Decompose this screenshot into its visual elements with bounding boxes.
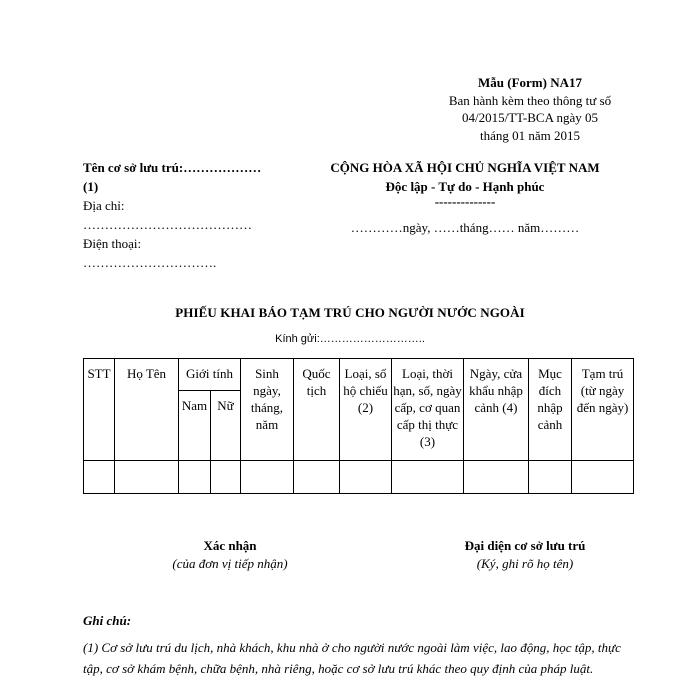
notes-heading — [83, 611, 623, 631]
cell-ho-ten[interactable] — [115, 461, 179, 494]
cell-nhap-canh[interactable] — [464, 461, 529, 494]
col-nu: Nữ — [211, 391, 241, 461]
cell-thi-thuc[interactable] — [392, 461, 464, 494]
cell-quoc-tich[interactable] — [294, 461, 340, 494]
confirmation-block — [140, 537, 320, 573]
establishment-block — [83, 158, 293, 272]
cell-sinh[interactable] — [241, 461, 294, 494]
form-code: Mẫu (Form) NA17 — [478, 75, 582, 90]
col-sinh: Sinh ngày, tháng, năm — [241, 359, 294, 461]
form-info — [440, 74, 620, 144]
form-title: PHIẾU KHAI BÁO TẠM TRÚ CHO NGƯỜI NƯỚC NGOÀI — [175, 305, 525, 320]
form-date-line: tháng 01 năm 2015 — [479, 127, 580, 143]
cell-nam[interactable] — [179, 461, 211, 494]
nation-header — [300, 158, 630, 237]
col-nam: Nam — [179, 391, 211, 461]
addressee-line: Kính gửi:……………………….. — [275, 333, 425, 345]
motto-rule: -------------- — [434, 194, 496, 209]
form-issued-line: Ban hành kèm theo thông tư số — [448, 92, 612, 108]
col-ho-ten: Họ Tên — [115, 359, 179, 461]
establishment-name-label: Tên cơ sở lưu trú:……………… — [83, 160, 262, 175]
cell-nu[interactable] — [211, 461, 241, 494]
representative-title: Đại diện cơ sở lưu trú — [464, 538, 586, 553]
col-nhap-canh: Ngày, cửa khẩu nhập cảnh (4) — [464, 359, 529, 461]
representative-note: (Ký, ghi rõ họ tên) — [476, 556, 574, 571]
table-row — [84, 461, 634, 494]
col-gioi-tinh: Giới tính — [179, 359, 241, 391]
nation-motto: Độc lập - Tự do - Hạnh phúc — [385, 179, 545, 194]
date-line: …………ngày, ……tháng…… năm……… — [350, 220, 580, 235]
cell-stt[interactable] — [84, 461, 115, 494]
note-1: (1) Cơ sở lưu trú du lịch, nhà khách, khu nhà ở cho người nước ngoài làm việc, lao động, học tập, thực tập, cơ sở khám bệnh, chữa bệnh, nhà riêng, hoặc cơ sở lưu trú khác theo quy định của pháp luật. — [83, 640, 621, 676]
confirmation-title: Xác nhận — [203, 538, 257, 553]
address-label: Địa chỉ: — [83, 198, 125, 213]
phone-dots: …………………………. — [83, 255, 217, 270]
form-circular-line: 04/2015/TT-BCA ngày 05 — [461, 110, 599, 125]
establishment-name-note: (1) — [83, 179, 99, 194]
phone-label: Điện thoại: — [83, 236, 142, 251]
cell-tam-tru[interactable] — [572, 461, 634, 494]
nation-title: CỘNG HÒA XÃ HỘI CHỦ NGHĨA VIỆT NAM — [330, 160, 600, 175]
col-muc-dich: Mục đích nhập cảnh — [529, 359, 572, 461]
col-quoc-tich: Quốc tịch — [294, 359, 340, 461]
col-ho-chieu: Loại, số hộ chiếu (2) — [340, 359, 392, 461]
confirmation-note: (của đơn vị tiếp nhận) — [172, 556, 288, 571]
representative-block — [420, 537, 630, 573]
cell-ho-chieu[interactable] — [340, 461, 392, 494]
address-dots: ………………………………… — [83, 217, 252, 232]
notes-title: Ghi chú: — [83, 613, 132, 628]
col-thi-thuc: Loại, thời hạn, số, ngày cấp, cơ quan cấp thị thực (3) — [392, 359, 464, 461]
col-stt: STT — [84, 359, 115, 461]
col-tam-tru: Tạm trú (từ ngày đến ngày) — [572, 359, 634, 461]
cell-muc-dich[interactable] — [529, 461, 572, 494]
registration-table — [83, 358, 634, 494]
